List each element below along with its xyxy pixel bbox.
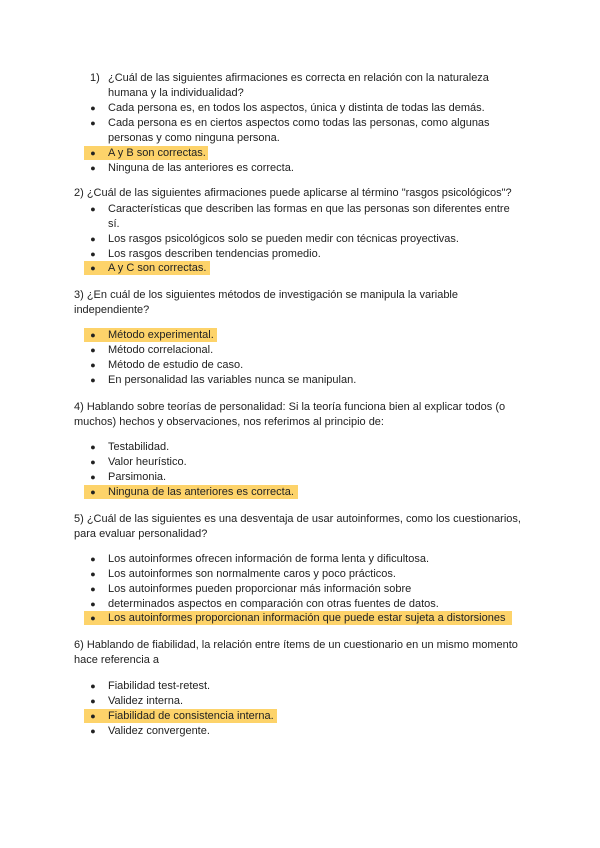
option-text: A y C son correctas. (108, 262, 207, 274)
option-text: Los rasgos describen tendencias promedio. (108, 248, 321, 260)
option-text: Cada persona es, en todos los aspectos, única y distinta de todas las demás. (108, 102, 485, 114)
bullet-icon: ● (90, 234, 96, 244)
bullet-icon: ● (90, 249, 96, 259)
bullet-icon: ● (90, 487, 96, 497)
bullet-icon: ● (90, 163, 96, 173)
option-text: Valor heurístico. (108, 456, 187, 468)
question-title: 4) Hablando sobre teorías de personalidad: Si la teoría funciona bien al explicar todos (o muchos) hechos y observaciones, nos referimos al principio de: (74, 401, 506, 428)
bullet-icon: ● (90, 696, 96, 706)
bullet-icon: ● (90, 613, 96, 623)
bullet-icon: ● (90, 569, 96, 579)
option-text: Características que describen las formas en que las personas son diferentes entre sí. (108, 203, 510, 230)
option-text: Método correlacional. (108, 344, 214, 356)
bullet-icon: ● (90, 148, 96, 158)
bullet-icon: ● (90, 472, 96, 482)
option-text: Método experimental. (108, 329, 214, 341)
option-text: A y B son correctas. (108, 147, 206, 159)
option-text: Los autoinformes ofrecen información de forma lenta y dificultosa. (108, 553, 429, 565)
option-text: Los autoinformes pueden proporcionar más información sobre (108, 583, 412, 595)
bullet-icon: ● (90, 599, 96, 609)
bullet-icon: ● (90, 726, 96, 736)
bullet-icon: ● (90, 681, 96, 691)
bullet-icon: ● (90, 442, 96, 452)
option-text: Validez interna. (108, 695, 184, 707)
option-text: determinados aspectos en comparación con otras fuentes de datos. (108, 598, 439, 610)
option-text: Fiabilidad de consistencia interna. (108, 710, 274, 722)
bullet-icon: ● (90, 584, 96, 594)
bullet-icon: ● (90, 375, 96, 385)
bullet-icon: ● (90, 118, 96, 128)
question-title: 2) ¿Cuál de las siguientes afirmaciones puede aplicarse al término "rasgos psicológicos"? (74, 187, 512, 199)
option-text: En personalidad las variables nunca se manipulan. (108, 374, 357, 386)
bullet-icon: ● (90, 360, 96, 370)
bullet-icon: ● (90, 457, 96, 467)
option-text: Los autoinformes proporcionan información que puede estar sujeta a distorsiones (108, 612, 506, 624)
question-title: ¿Cuál de las siguientes afirmaciones es correcta en relación con la naturaleza humana y la individualidad? (108, 72, 489, 99)
option-text: Validez convergente. (108, 725, 210, 737)
bullet-icon: ● (90, 345, 96, 355)
question-title: 3) ¿En cuál de los siguientes métodos de investigación se manipula la variable independiente? (74, 289, 458, 316)
option-text: Los autoinformes son normalmente caros y poco prácticos. (108, 568, 396, 580)
question-number: 1) (90, 72, 100, 84)
option-text: Parsimonia. (108, 471, 167, 483)
option-text: Testabilidad. (108, 441, 170, 453)
option-text: Ninguna de las anteriores es correcta. (108, 162, 294, 174)
bullet-icon: ● (90, 554, 96, 564)
question-title: 5) ¿Cuál de las siguientes es una desventaja de usar autoinformes, como los cuestionarios, para evaluar personalidad? (74, 513, 521, 540)
option-text: Ninguna de las anteriores es correcta. (108, 486, 294, 498)
option-text: Fiabilidad test-retest. (108, 680, 211, 692)
bullet-icon: ● (90, 204, 96, 214)
bullet-icon: ● (90, 263, 96, 273)
bullet-icon: ● (90, 711, 96, 721)
question-title: 6) Hablando de fiabilidad, la relación entre ítems de un cuestionario en un mismo momento hace referencia a (74, 639, 518, 666)
bullet-icon: ● (90, 103, 96, 113)
option-text: Método de estudio de caso. (108, 359, 244, 371)
option-text: Cada persona es en ciertos aspectos como todas las personas, como algunas personas y como ninguna persona. (108, 117, 490, 144)
bullet-icon: ● (90, 330, 96, 340)
option-text: Los rasgos psicológicos solo se pueden medir con técnicas proyectivas. (108, 233, 459, 245)
